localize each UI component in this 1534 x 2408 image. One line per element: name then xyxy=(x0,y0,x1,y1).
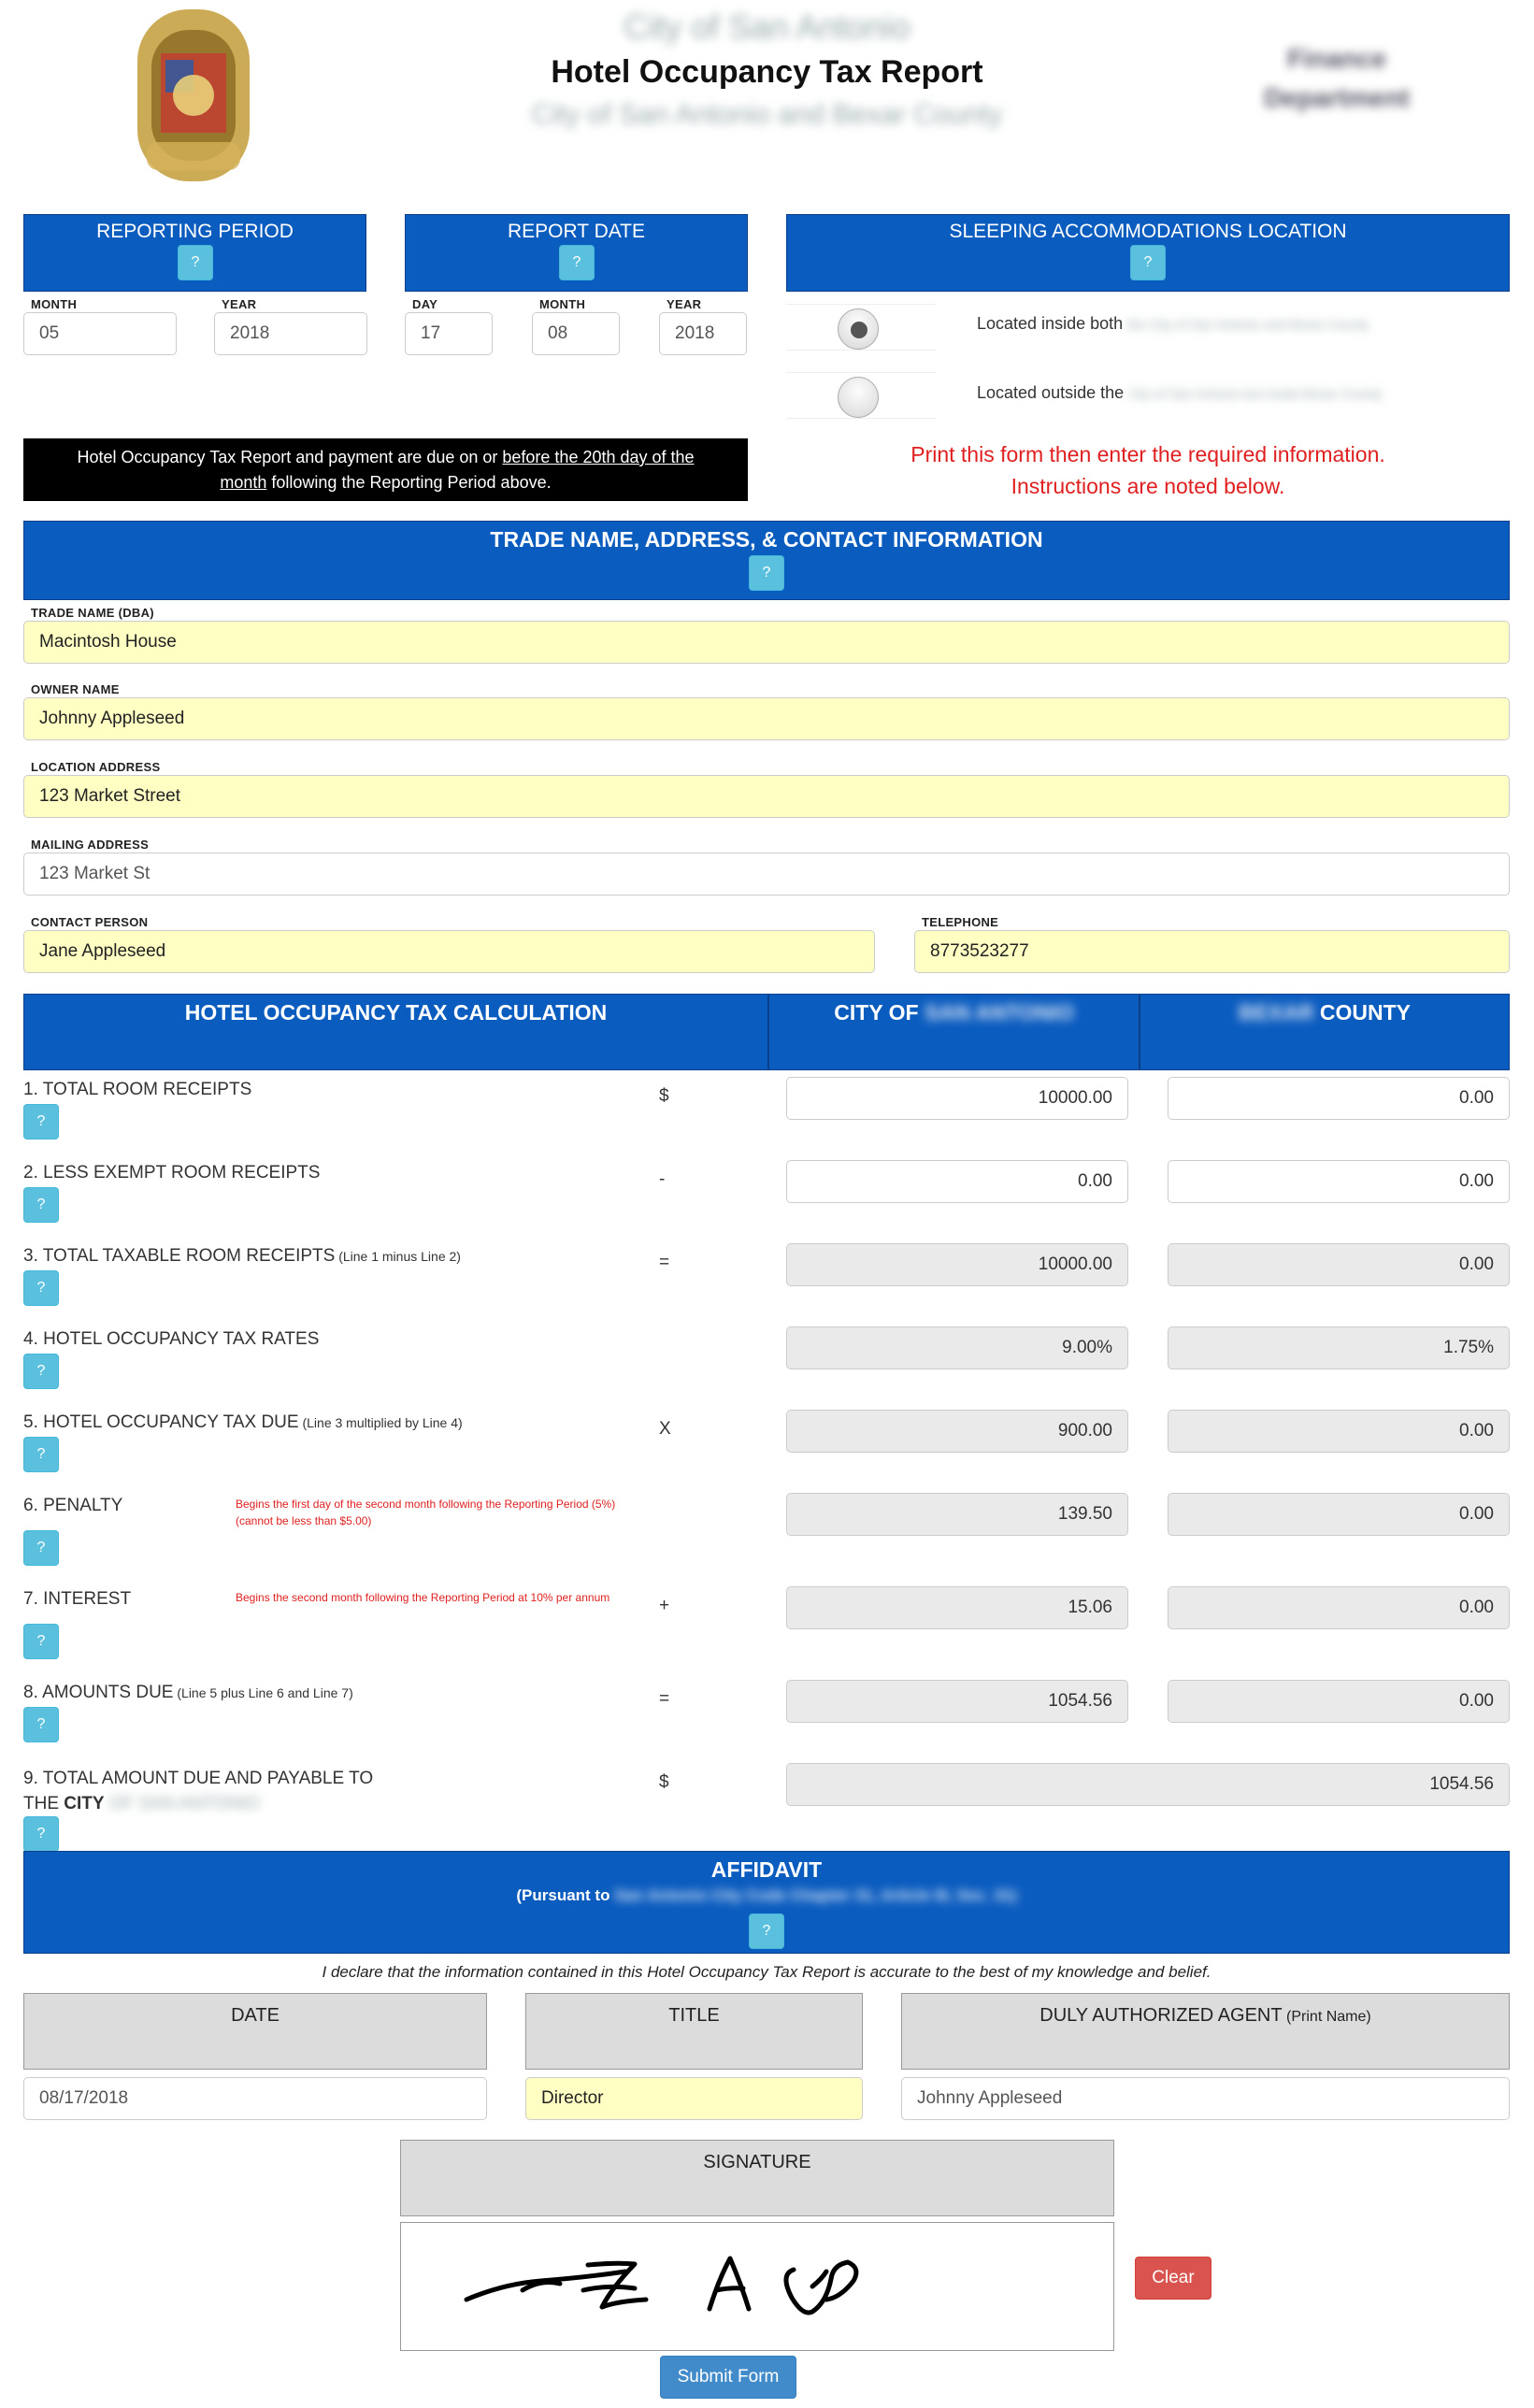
radio-outside-wrapper xyxy=(786,372,936,419)
city-column-title xyxy=(769,995,1139,1025)
mailing-address-input[interactable]: 123 Market St xyxy=(23,853,1510,896)
print-instructions xyxy=(786,438,1510,502)
calc-row-1-city-input[interactable]: 10000.00 xyxy=(786,1077,1128,1120)
radio-outside-label-suffix: City of San Antonio but inside Bexar County xyxy=(1128,386,1383,401)
sleeping-location-title: SLEEPING ACCOMMODATIONS LOCATION xyxy=(949,221,1347,242)
reporting-period-title: REPORTING PERIOD xyxy=(96,221,294,242)
calc-row-6-help-button[interactable]: ? xyxy=(23,1530,59,1566)
rp-year-label: YEAR xyxy=(222,297,257,311)
radio-inside-label-suffix: the City of San Antonio and Bexar County xyxy=(1127,317,1369,332)
calc-row-5-city-value: 900.00 xyxy=(786,1410,1128,1453)
location-address-label: LOCATION ADDRESS xyxy=(31,760,161,774)
calc-row-8-symbol: = xyxy=(659,1689,670,1709)
calc-row-1-label xyxy=(23,1080,251,1100)
total-due-value: 1054.56 xyxy=(786,1763,1510,1806)
radio-outside-label[interactable] xyxy=(977,383,1383,403)
calc-row-8-help-button[interactable]: ? xyxy=(23,1707,59,1742)
calc-row-4-county-value: 1.75% xyxy=(1168,1326,1510,1369)
calc-row-3-label-text: 3. TOTAL TAXABLE ROOM RECEIPTS xyxy=(23,1246,336,1266)
location-address-input[interactable]: 123 Market Street xyxy=(23,775,1510,818)
city-column-name: SAN ANTONIO xyxy=(924,1000,1074,1025)
total-due-label xyxy=(23,1766,373,1816)
calc-row-7-county-value: 0.00 xyxy=(1168,1586,1510,1629)
calc-row-7-label xyxy=(23,1589,131,1610)
calc-row-8-label-text: 8. AMOUNTS DUE xyxy=(23,1683,174,1702)
affidavit-title: AFFIDAVIT xyxy=(710,1857,823,1882)
calc-row-7-symbol: + xyxy=(659,1596,670,1615)
telephone-input[interactable]: 8773523277 xyxy=(914,930,1510,973)
city-column-header xyxy=(768,994,1140,1070)
total-due-label-city: CITY xyxy=(64,1794,105,1813)
affidavit-date-input[interactable]: 08/17/2018 xyxy=(23,2077,487,2120)
report-date-help-button[interactable]: ? xyxy=(559,245,595,280)
calc-row-5-county-value: 0.00 xyxy=(1168,1410,1510,1453)
calc-row-2-symbol: - xyxy=(659,1169,666,1189)
print-instructions-line-1: Print this form then enter the required information. xyxy=(910,442,1385,466)
telephone-label: TELEPHONE xyxy=(922,915,999,929)
affidavit-declaration: I declare that the information contained in this Hotel Occupancy Tax Report is accurate to the best of my knowledge and belief. xyxy=(322,1963,1211,1981)
calc-row-5-label-text: 5. HOTEL OCCUPANCY TAX DUE xyxy=(23,1412,299,1432)
calc-row-5-help-button[interactable]: ? xyxy=(23,1437,59,1472)
contact-section-title: TRADE NAME, ADDRESS, & CONTACT INFORMATION xyxy=(490,527,1043,552)
trade-name-input[interactable]: Macintosh House xyxy=(23,621,1510,664)
owner-name-label: OWNER NAME xyxy=(31,682,120,696)
calc-row-8-detail: (Line 5 plus Line 6 and Line 7) xyxy=(173,1685,353,1700)
total-due-label-city-name: OF SAN ANTONIO xyxy=(104,1794,261,1813)
signature-header: SIGNATURE xyxy=(400,2140,1114,2216)
calc-row-8-city-value: 1054.56 xyxy=(786,1680,1128,1723)
signature-drawing xyxy=(401,2223,1115,2352)
calc-row-3-detail: (Line 1 minus Line 2) xyxy=(335,1249,461,1264)
affidavit-pursuant xyxy=(24,1886,1509,1905)
print-instructions-line-2: Instructions are noted below. xyxy=(1011,474,1285,498)
rd-day-input[interactable]: 17 xyxy=(405,312,493,355)
calc-header xyxy=(23,994,768,1070)
clear-signature-button[interactable]: Clear xyxy=(1135,2257,1211,2300)
affidavit-pursuant-prefix: (Pursuant to xyxy=(516,1886,610,1904)
calc-row-7-note: Begins the second month following the Reporting Period at 10% per annum xyxy=(236,1591,610,1604)
calc-row-3-label xyxy=(23,1246,461,1267)
calc-row-7-help-button[interactable]: ? xyxy=(23,1624,59,1659)
calc-row-3-county-value: 0.00 xyxy=(1168,1243,1510,1286)
calc-row-3-help-button[interactable]: ? xyxy=(23,1270,59,1306)
calc-row-7-label-text: 7. INTEREST xyxy=(23,1589,132,1609)
due-notice-deadline: before the 20th day of the xyxy=(502,448,695,466)
calc-row-6-county-value: 0.00 xyxy=(1168,1493,1510,1536)
calc-row-3-city-value: 10000.00 xyxy=(786,1243,1128,1286)
calc-row-2-county-input[interactable]: 0.00 xyxy=(1168,1160,1510,1203)
affidavit-title-input[interactable]: Director xyxy=(525,2077,863,2120)
rd-year-label: YEAR xyxy=(667,297,702,311)
calc-row-2-help-button[interactable]: ? xyxy=(23,1187,59,1223)
calc-row-6-label xyxy=(23,1496,122,1516)
rd-day-label: DAY xyxy=(412,297,438,311)
calc-row-4-label xyxy=(23,1329,319,1350)
rp-month-input[interactable]: 05 xyxy=(23,312,177,355)
date-header: DATE xyxy=(23,1993,487,2070)
report-date-title: REPORT DATE xyxy=(507,221,646,242)
calc-row-2-label-text: 2. LESS EXEMPT ROOM RECEIPTS xyxy=(23,1163,321,1182)
calc-row-4-city-value: 9.00% xyxy=(786,1326,1128,1369)
agent-header-text: DULY AUTHORIZED AGENT xyxy=(1039,2005,1283,2026)
rd-month-input[interactable]: 08 xyxy=(532,312,620,355)
signature-pad[interactable] xyxy=(400,2222,1114,2351)
mailing-address-label: MAILING ADDRESS xyxy=(31,838,150,852)
reporting-period-header xyxy=(23,214,366,292)
title-header: TITLE xyxy=(525,1993,863,2070)
city-name: City of San Antonio xyxy=(624,7,910,46)
calc-row-2-city-input[interactable]: 0.00 xyxy=(786,1160,1128,1203)
city-column-prefix: CITY OF xyxy=(834,1000,919,1025)
radio-inside-label[interactable] xyxy=(977,314,1369,334)
department-name: Finance Department xyxy=(1264,44,1410,112)
rp-month-label: MONTH xyxy=(31,297,78,311)
calc-row-1-label-text: 1. TOTAL ROOM RECEIPTS xyxy=(23,1080,252,1099)
calc-row-1-symbol: $ xyxy=(659,1086,669,1106)
calc-header-title: HOTEL OCCUPANCY TAX CALCULATION xyxy=(184,1000,608,1025)
calc-row-7-city-value: 15.06 xyxy=(786,1586,1128,1629)
affidavit-agent-input[interactable]: Johnny Appleseed xyxy=(901,2077,1510,2120)
affidavit-header xyxy=(23,1851,1510,1954)
affidavit-help-button[interactable]: ? xyxy=(749,1914,784,1949)
calc-row-5-symbol: X xyxy=(659,1419,671,1439)
calc-row-4-help-button[interactable]: ? xyxy=(23,1354,59,1389)
page-subtitle: City of San Antonio and Bexar County xyxy=(531,99,1003,130)
sleeping-location-help-button[interactable]: ? xyxy=(1130,245,1166,280)
rd-year-input[interactable]: 2018 xyxy=(659,312,747,355)
sleeping-location-header xyxy=(786,214,1510,292)
due-notice-box xyxy=(23,438,748,501)
contact-section-header xyxy=(23,521,1510,600)
reporting-period-help-button[interactable]: ? xyxy=(178,245,213,280)
calc-row-8-label xyxy=(23,1683,353,1703)
affidavit-pursuant-code: San Antonio City Code Chapter 31, Article III, Sec. 31) xyxy=(609,1886,1017,1904)
radio-outside[interactable] xyxy=(838,377,879,418)
calc-row-5-label xyxy=(23,1412,463,1433)
calc-row-3-symbol: = xyxy=(659,1253,670,1272)
total-due-help-button[interactable]: ? xyxy=(23,1816,59,1852)
county-column-name: BEXAR xyxy=(1238,1000,1314,1025)
page-title: Hotel Occupancy Tax Report xyxy=(551,54,983,90)
contact-person-label: CONTACT PERSON xyxy=(31,915,149,929)
contact-person-input[interactable]: Jane Appleseed xyxy=(23,930,875,973)
calc-row-8-county-value: 0.00 xyxy=(1168,1680,1510,1723)
calc-row-6-city-value: 139.50 xyxy=(786,1493,1128,1536)
calc-row-4-label-text: 4. HOTEL OCCUPANCY TAX RATES xyxy=(23,1329,320,1349)
radio-outside-label-prefix: Located outside the xyxy=(977,383,1125,402)
county-column-header xyxy=(1140,994,1510,1070)
trade-name-label: TRADE NAME (DBA) xyxy=(31,606,154,620)
calc-row-6-label-text: 6. PENALTY xyxy=(23,1496,123,1515)
total-due-label-prefix: THE xyxy=(23,1794,65,1813)
owner-name-input[interactable]: Johnny Appleseed xyxy=(23,697,1510,740)
calc-row-6-note: Begins the first day of the second month following the Reporting Period (5%) (cannot be less than $5.00) xyxy=(236,1498,616,1527)
radio-inside-label-prefix: Located inside both xyxy=(977,314,1124,333)
rp-year-input[interactable]: 2018 xyxy=(214,312,367,355)
radio-inside-wrapper xyxy=(786,304,936,351)
total-due-symbol: $ xyxy=(659,1772,669,1792)
submit-form-button[interactable]: Submit Form xyxy=(660,2356,796,2399)
report-date-header xyxy=(405,214,748,292)
due-notice-text-1: Hotel Occupancy Tax Report and payment are due on or xyxy=(77,448,503,466)
contact-section-help-button[interactable]: ? xyxy=(749,555,784,591)
agent-header xyxy=(901,1993,1510,2070)
due-notice-month: month xyxy=(220,473,267,492)
county-column-suffix: COUNTY xyxy=(1319,1000,1412,1025)
calc-row-5-detail: (Line 3 multiplied by Line 4) xyxy=(298,1415,463,1430)
radio-inside[interactable] xyxy=(838,308,879,350)
calc-row-2-label xyxy=(23,1163,320,1183)
rd-month-label: MONTH xyxy=(539,297,586,311)
total-due-label-line-1: 9. TOTAL AMOUNT DUE AND PAYABLE TO xyxy=(23,1769,374,1788)
due-notice-text-2: following the Reporting Period above. xyxy=(266,473,552,492)
total-due-label-line-2 xyxy=(23,1791,373,1816)
calc-row-1-help-button[interactable]: ? xyxy=(23,1104,59,1140)
calc-row-1-county-input[interactable]: 0.00 xyxy=(1168,1077,1510,1120)
agent-header-small: (Print Name) xyxy=(1282,2009,1371,2025)
county-column-title xyxy=(1140,995,1509,1025)
